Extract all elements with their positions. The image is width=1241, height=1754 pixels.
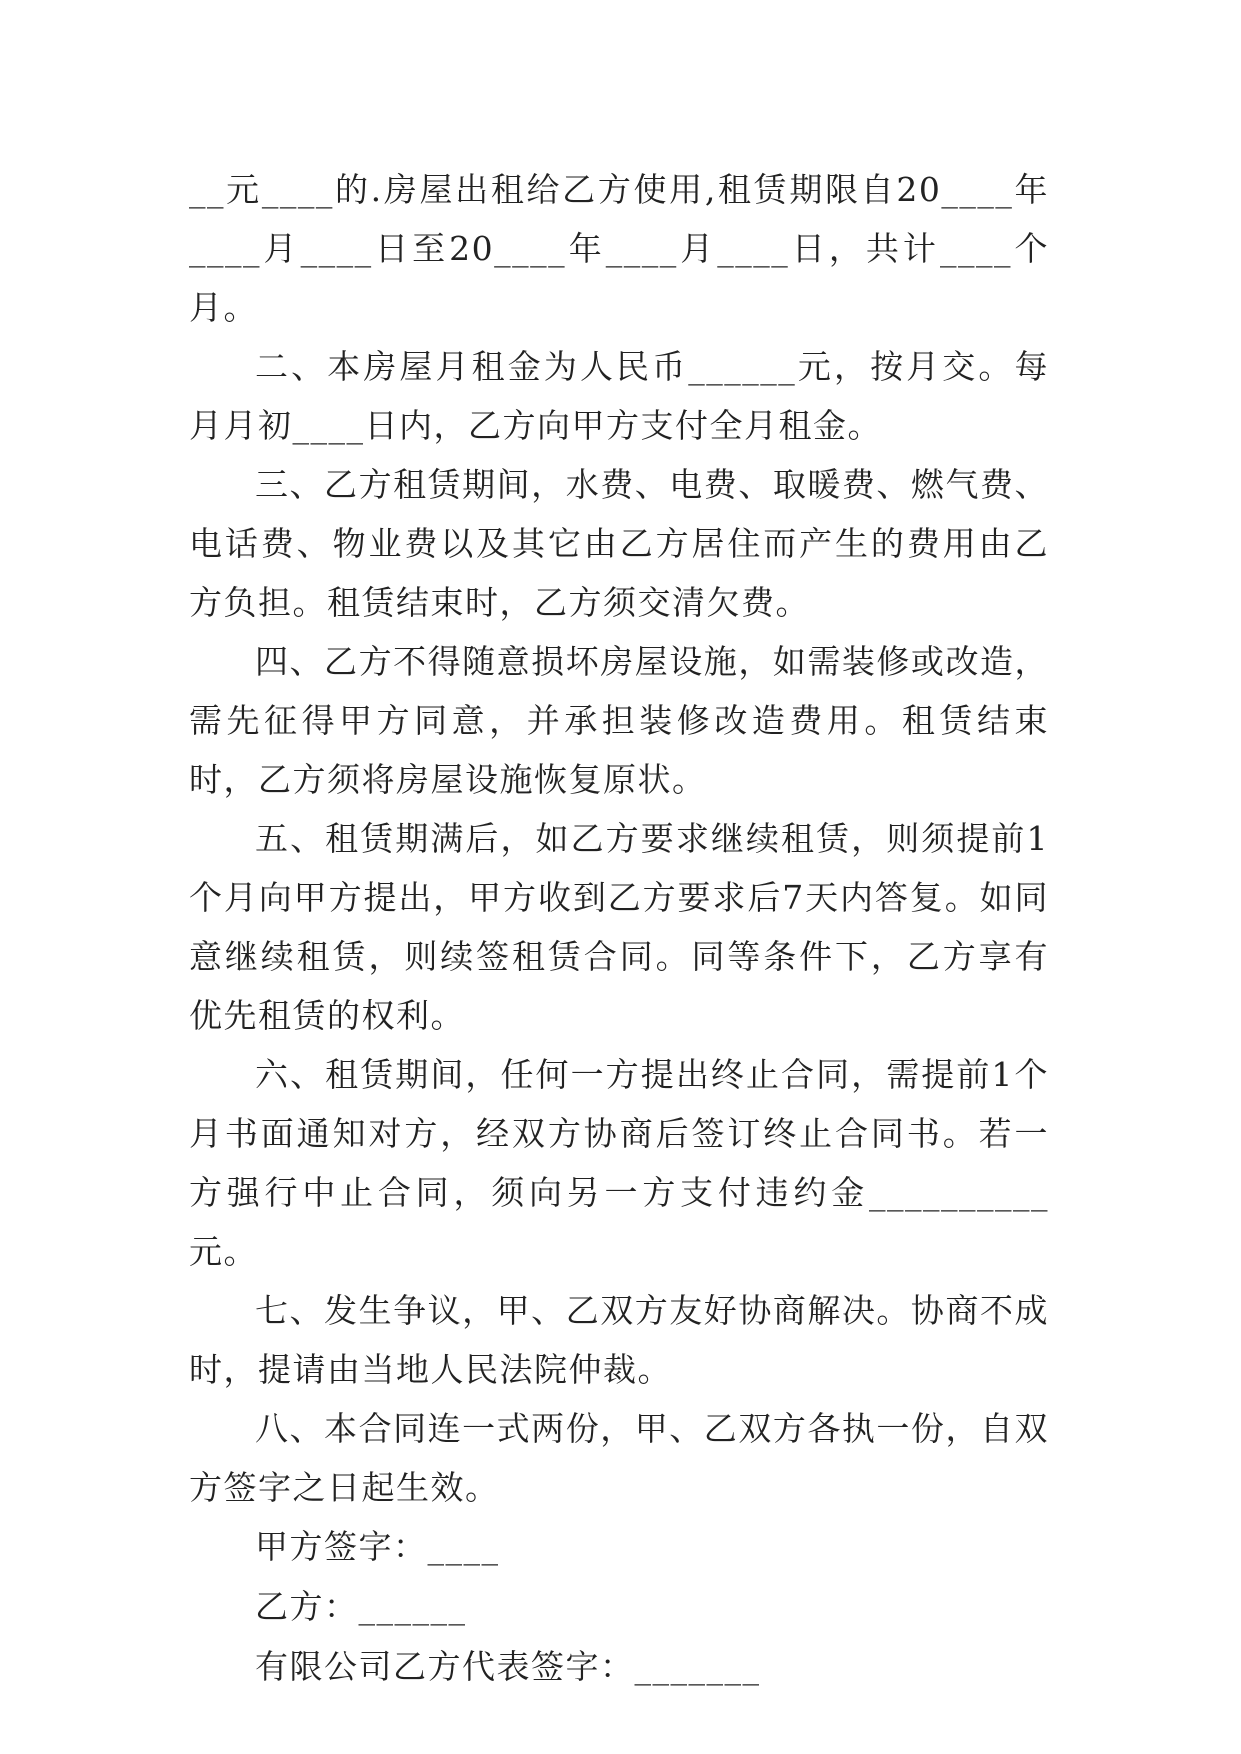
paragraph-dispute: 七、发生争议，甲、乙双方友好协商解决。协商不成时，提请由当地人民法院仲裁。 [189,1291,1049,1389]
signature-party-a: 甲方签字：____ [255,1527,500,1566]
paragraph-lease-term: __元____的.房屋出租给乙方使用,租赁期限自20____年____月____日至20____年____月____日，共计____个月。 [189,170,1049,327]
signature-party-b-representative: 有限公司乙方代表签字：_______ [255,1647,761,1686]
signature-party-b: 乙方：______ [255,1587,467,1626]
document-body [189,160,1049,1697]
paragraph-fees: 三、乙方租赁期间，水费、电费、取暖费、燃气费、电话费、物业费以及其它由乙方居住而产生的费用由乙方负担。租赁结束时，乙方须交清欠费。 [189,465,1049,622]
paragraph-facilities: 四、乙方不得随意损坏房屋设施，如需装修或改造，需先征得甲方同意，并承担装修改造费用。租赁结束时，乙方须将房屋设施恢复原状。 [189,642,1049,799]
paragraph-renewal: 五、租赁期满后，如乙方要求继续租赁，则须提前1个月向甲方提出，甲方收到乙方要求后7天内答复。如同意继续租赁，则续签租赁合同。同等条件下，乙方享有优先租赁的权利。 [189,819,1049,1035]
paragraph-effect: 八、本合同连一式两份，甲、乙双方各执一份，自双方签字之日起生效。 [189,1409,1049,1507]
paragraph-rent: 二、本房屋月租金为人民币______元，按月交。每月月初____日内，乙方向甲方支付全月租金。 [189,347,1049,445]
paragraph-termination: 六、租赁期间，任何一方提出终止合同，需提前1个月书面通知对方，经双方协商后签订终止合同书。若一方强行中止合同，须向另一方支付违约金__________元。 [189,1055,1049,1271]
